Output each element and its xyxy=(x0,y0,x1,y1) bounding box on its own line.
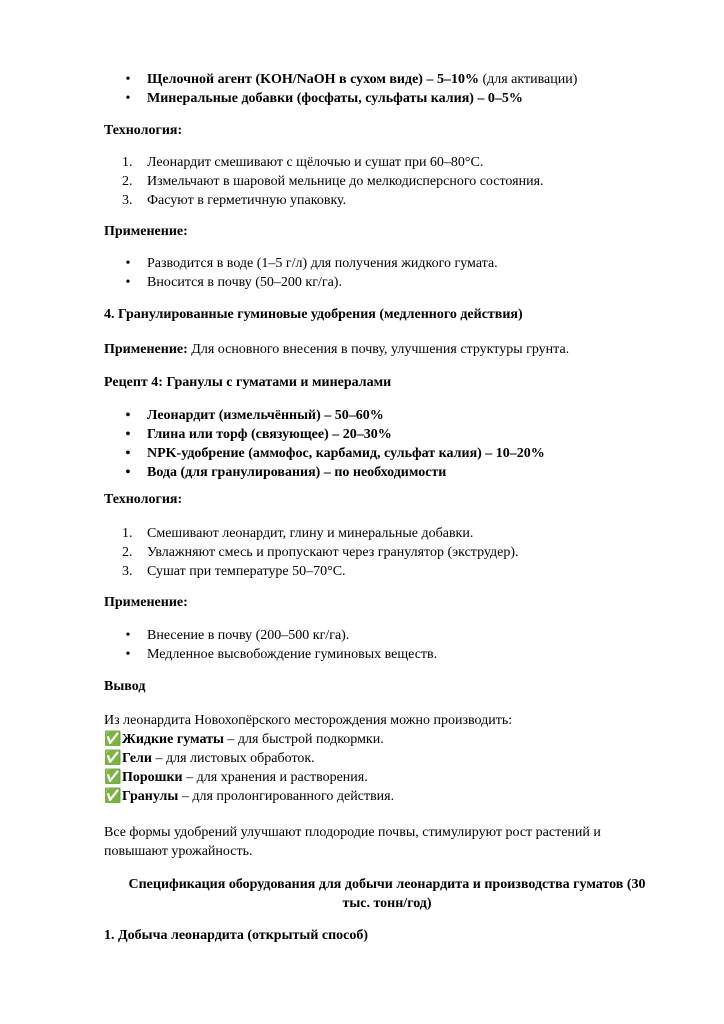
list-item xyxy=(104,425,644,444)
spec-title xyxy=(104,875,670,913)
step-text: Смешивают леонардит, глину и минеральные добавки. xyxy=(147,526,474,541)
list-item xyxy=(104,730,644,749)
list-item: 1. Смешивают леонардит, глину и минеральные добавки. xyxy=(122,526,474,541)
recipe-heading: Рецепт 4: Гранулы с гуматами и минералами xyxy=(104,375,392,390)
list-item: 1. Леонардит смешивают с щёлочью и сушат при 60–80°C. xyxy=(122,155,484,170)
bullet-icon: • xyxy=(125,256,131,271)
bullet-icon: • xyxy=(125,647,131,662)
checkmark-icon: ✅ xyxy=(104,732,122,747)
list-item-bold: Гели xyxy=(122,751,152,766)
technology-steps xyxy=(104,524,644,581)
checkmark-icon: ✅ xyxy=(104,751,122,766)
application-heading: Применение: xyxy=(104,595,188,610)
list-item-text: Внесение в почву (200–500 кг/га). xyxy=(147,628,350,643)
list-item-text: (для активации) xyxy=(478,72,578,87)
list-item-text: Разводится в воде (1–5 г/л) для получения жидкого гумата. xyxy=(147,256,498,271)
list-item: 3. Сушат при температуре 50–70°C. xyxy=(122,564,346,579)
list-item-bold: Минеральные добавки (фосфаты, сульфаты калия) – 0–5% xyxy=(147,91,523,106)
bullet-icon: • xyxy=(125,427,131,442)
conclusion-paragraph-line: Все формы удобрений улучшают плодородие почвы, стимулируют рост растений и xyxy=(104,825,601,840)
technology-heading: Технология: xyxy=(104,492,183,507)
list-item xyxy=(104,749,644,768)
application-heading: Применение: xyxy=(104,224,188,239)
list-item-text: Вода (для гранулирования) – по необходимости xyxy=(147,465,447,480)
bullet-icon: • xyxy=(125,91,131,106)
list-item xyxy=(104,254,644,273)
section-heading: 1. Добыча леонардита (открытый способ) xyxy=(104,928,369,943)
spec-title-line: Спецификация оборудования для добычи леонардита и производства гуматов (30 xyxy=(128,877,646,892)
list-item: 2. Измельчают в шаровой мельнице до мелкодисперсного состояния. xyxy=(122,174,544,189)
list-item xyxy=(104,444,644,463)
list-item xyxy=(104,645,644,664)
conclusion-intro: Из леонардита Новохопёрского месторождения можно производить: xyxy=(104,713,513,728)
list-item-text: Вносится в почву (50–200 кг/га). xyxy=(147,275,342,290)
section-application xyxy=(104,340,569,359)
list-item xyxy=(104,89,644,108)
application-list xyxy=(104,626,644,664)
step-text: Сушат при температуре 50–70°C. xyxy=(147,564,346,579)
step-text: Увлажняют смесь и пропускают через гранулятор (экструдер). xyxy=(147,545,519,560)
list-item-text: Леонардит (измельчённый) – 50–60% xyxy=(147,408,384,423)
list-item-text: – для пролонгированного действия. xyxy=(178,789,395,804)
checkmark-icon: ✅ xyxy=(104,770,122,785)
list-item-bold: Щелочной агент (KOH/NaOH в сухом виде) – 5–10% xyxy=(147,72,479,87)
bullet-icon: • xyxy=(125,275,131,290)
step-text: Фасуют в герметичную упаковку. xyxy=(147,193,347,208)
list-item xyxy=(104,787,644,806)
list-item-text: – для листовых обработок. xyxy=(151,751,315,766)
list-item-text: – для хранения и растворения. xyxy=(182,770,368,785)
bullet-icon: • xyxy=(125,446,131,461)
list-item: 3. Фасуют в герметичную упаковку. xyxy=(122,193,347,208)
list-item xyxy=(104,273,644,292)
step-text: Леонардит смешивают с щёлочью и сушат при 60–80°C. xyxy=(147,155,484,170)
list-item-bold: Порошки xyxy=(122,770,183,785)
spec-title-line: тыс. тонн/год) xyxy=(342,896,432,911)
bullet-icon: • xyxy=(125,408,131,423)
bullet-icon: • xyxy=(125,628,131,643)
conclusion-paragraph-line: повышают урожайность. xyxy=(104,844,253,859)
application-label: Применение: xyxy=(104,342,188,357)
bullet-icon: • xyxy=(125,465,131,480)
list-item-bold: Жидкие гуматы xyxy=(122,732,224,747)
list-item-text: – для быстрой подкормки. xyxy=(223,732,384,747)
list-item xyxy=(104,463,644,482)
technology-heading: Технология: xyxy=(104,123,183,138)
conclusion-body xyxy=(104,711,644,806)
technology-steps xyxy=(104,153,644,210)
checkmark-icon: ✅ xyxy=(104,789,122,804)
list-item-text: Глина или торф (связующее) – 20–30% xyxy=(147,427,392,442)
list-item-text: Медленное высвобождение гуминовых веществ. xyxy=(147,647,438,662)
additives-list xyxy=(104,70,644,108)
list-item xyxy=(104,626,644,645)
list-item xyxy=(104,768,644,787)
application-list xyxy=(104,254,644,292)
section-heading: 4. Гранулированные гуминовые удобрения (медленного действия) xyxy=(104,307,523,322)
list-item-bold: Гранулы xyxy=(122,789,179,804)
application-text: Для основного внесения в почву, улучшения структуры грунта. xyxy=(187,342,570,357)
list-item xyxy=(104,70,644,89)
list-item-text: NPK-удобрение (аммофос, карбамид, сульфат калия) – 10–20% xyxy=(147,446,545,461)
step-text: Измельчают в шаровой мельнице до мелкодисперсного состояния. xyxy=(147,174,544,189)
bullet-icon: • xyxy=(125,72,131,87)
recipe-list xyxy=(104,406,644,482)
list-item xyxy=(104,406,644,425)
conclusion-heading: Вывод xyxy=(104,679,146,694)
list-item: 2. Увлажняют смесь и пропускают через гранулятор (экструдер). xyxy=(122,545,519,560)
